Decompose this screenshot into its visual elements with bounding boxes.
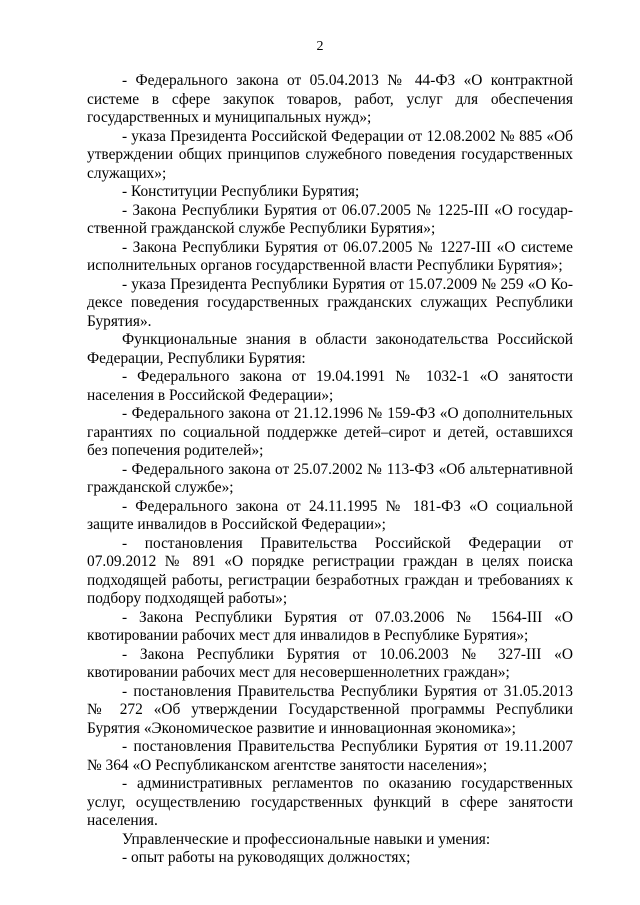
paragraph: - Конституции Республики Бурятия; bbox=[122, 183, 360, 200]
document-body bbox=[87, 72, 573, 868]
paragraph: - Закона Республики Бурятия от 06.07.2005 № 1225-III «О государственной гражданской службе Республики Бурятия»; bbox=[87, 201, 573, 237]
paragraph: - Федерального закона от 19.04.1991 № 1032-1 «О занятости населения в Российской Федерации»; bbox=[87, 368, 573, 404]
paragraph: - Федерального закона от 24.11.1995 № 181-ФЗ «О социальной защите инвалидов в Российской Федерации»; bbox=[87, 497, 573, 533]
paragraph: - Федерального закона от 25.07.2002 № 113-ФЗ «Об альтернативной гражданской службе»; bbox=[87, 460, 573, 496]
paragraph: - опыт работы на руководящих должностях; bbox=[122, 849, 411, 866]
paragraph: - Федерального закона от 05.04.2013 № 44-ФЗ «О контрактной системе в сфере закупок товаров, работ, услуг для обеспечения государственных и муниципальных нужд»; bbox=[87, 72, 573, 126]
page-number: 2 bbox=[316, 39, 324, 54]
paragraph: - Закона Республики Бурятия от 07.03.2006 № 1564-III «О квотировании рабочих мест для инвалидов в Республике Бурятия»; bbox=[87, 608, 573, 644]
paragraph: - указа Президента Российской Федерации от 12.08.2002 № 885 «Об утверждении общих принципов служебного поведения государственных служащих»; bbox=[87, 127, 573, 182]
paragraph: - постановления Правительства Республики Бурятия от 19.11.2007 № 364 «О Республиканском агентстве занятости населения»; bbox=[87, 738, 573, 774]
paragraph: - Федерального закона от 21.12.1996 № 159-ФЗ «О дополнительных гарантиях по социальной поддержке детей–сирот и детей, оставшихся без попечения родителей»; bbox=[87, 405, 573, 459]
paragraph: - постановления Правительства Республики Бурятия от 31.05.2013 № 272 «Об утверждении Государственной программы Республики Бурятия «Экономическое развитие и инновационная экономика»; bbox=[87, 682, 573, 737]
paragraph: - указа Президента Республики Бурятия от 15.07.2009 № 259 «О Кодексе поведения государственных гражданских служащих Республики Бурятия». bbox=[87, 275, 573, 330]
paragraph: - Закона Республики Бурятия от 06.07.2005 № 1227-III «О системе исполнительных органов государственной власти Республики Бурятия»; bbox=[87, 238, 573, 274]
section-heading-functional-knowledge: Функциональные знания в области законодательства Российской Федерации, Республики Бурятия: bbox=[87, 331, 573, 367]
paragraph: - постановления Правительства Российской Федерации от 07.09.2012 № 891 «О порядке регистрации граждан в целях поиска подходящей работы, регистрации безработных граждан и требованиях к подбору подходящей работы»; bbox=[87, 534, 573, 607]
section-heading-management-skills: Управленческие и профессиональные навыки и умения: bbox=[122, 830, 491, 848]
paragraph: - административных регламентов по оказанию государственных услуг, осуществлению государственных функций в сфере занятости населения. bbox=[87, 775, 573, 829]
paragraph: - Закона Республики Бурятия от 10.06.2003 № 327-III «О квотировании рабочих мест для несовершеннолетних граждан»; bbox=[87, 645, 573, 681]
